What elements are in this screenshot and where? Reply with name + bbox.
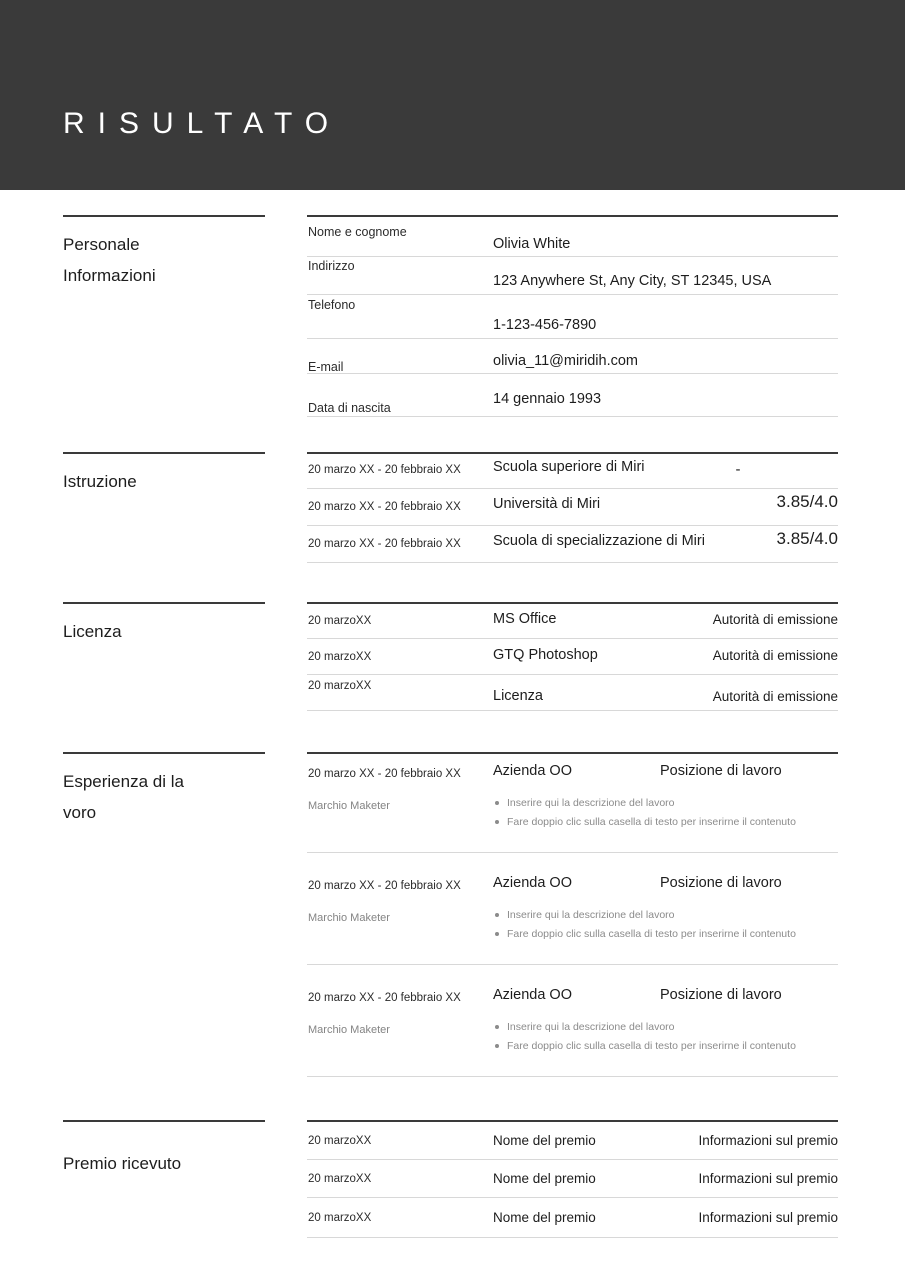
section-work-experience — [0, 752, 905, 1100]
experience-bullet — [493, 1037, 838, 1056]
row-divider — [307, 373, 838, 374]
education-school: Scuola di specializzazione di Miri — [493, 533, 705, 549]
row-divider — [307, 1076, 838, 1077]
education-school: Scuola superiore di Miri — [493, 459, 645, 475]
license-date: 20 marzoXX — [308, 651, 372, 663]
experience-brand: Marchio Maketer — [308, 912, 390, 924]
row-divider — [307, 1197, 838, 1198]
bullet-dot-icon — [495, 820, 499, 824]
award-name: Nome del premio — [493, 1133, 596, 1148]
bullet-dot-icon — [495, 913, 499, 917]
row-divider — [307, 294, 838, 295]
experience-position: Posizione di lavoro — [660, 875, 782, 891]
experience-bullet — [493, 906, 838, 925]
experience-company: Azienda OO — [493, 875, 572, 891]
experience-bullet — [493, 813, 838, 832]
license-date: 20 marzoXX — [308, 615, 372, 627]
experience-date: 20 marzo XX - 20 febbraio XX — [308, 768, 461, 780]
personal-field-value: olivia_11@miridih.com — [493, 353, 638, 369]
row-divider — [307, 416, 838, 417]
section-rule-license — [63, 602, 265, 604]
experience-date: 20 marzo XX - 20 febbraio XX — [308, 992, 461, 1004]
table-top-rule — [307, 752, 838, 754]
row-divider — [307, 710, 838, 711]
experience-bullet-text: Inserire qui la descrizione del lavoro — [507, 797, 675, 809]
experience-bullet — [493, 1018, 838, 1037]
row-divider — [307, 638, 838, 639]
education-date: 20 marzo XX - 20 febbraio XX — [308, 464, 461, 476]
award-name: Nome del premio — [493, 1171, 596, 1186]
section-title-personal-line2: Informazioni — [63, 266, 156, 285]
section-title-license: Licenza — [63, 622, 122, 641]
table-top-rule — [307, 1120, 838, 1122]
license-name: MS Office — [493, 611, 557, 627]
row-divider — [307, 1237, 838, 1238]
experience-position: Posizione di lavoro — [660, 987, 782, 1003]
experience-date: 20 marzo XX - 20 febbraio XX — [308, 880, 461, 892]
education-date: 20 marzo XX - 20 febbraio XX — [308, 501, 461, 513]
section-rule-education — [63, 452, 265, 454]
experience-brand: Marchio Maketer — [308, 1024, 390, 1036]
education-grade: 3.85/4.0 — [776, 529, 838, 548]
experience-company: Azienda OO — [493, 763, 572, 779]
bullet-dot-icon — [495, 1044, 499, 1048]
personal-field-label: Nome e cognome — [308, 225, 407, 239]
section-education — [0, 452, 905, 602]
personal-field-value: Olivia White — [493, 236, 571, 252]
personal-field-value: 123 Anywhere St, Any City, ST 12345, USA — [493, 273, 772, 289]
section-title-education: Istruzione — [63, 472, 137, 491]
bullet-dot-icon — [495, 932, 499, 936]
award-date: 20 marzoXX — [308, 1135, 372, 1147]
section-title-personal — [63, 229, 278, 291]
personal-field-value: 1-123-456-7890 — [493, 317, 597, 333]
section-rule-award — [63, 1120, 265, 1122]
experience-company: Azienda OO — [493, 987, 572, 1003]
license-name: GTQ Photoshop — [493, 647, 598, 663]
personal-field-label: Indirizzo — [308, 259, 355, 273]
award-info: Informazioni sul premio — [698, 1210, 838, 1225]
personal-field-value: 14 gennaio 1993 — [493, 391, 602, 407]
education-school: Università di Miri — [493, 496, 601, 512]
row-divider — [307, 852, 838, 853]
row-divider — [307, 674, 838, 675]
section-title-award: Premio ricevuto — [63, 1154, 182, 1173]
section-rule-experience — [63, 752, 265, 754]
education-grade: - — [735, 461, 741, 478]
license-issuer: Autorità di emissione — [712, 689, 838, 704]
award-name: Nome del premio — [493, 1210, 596, 1225]
row-divider — [307, 1159, 838, 1160]
award-info: Informazioni sul premio — [698, 1133, 838, 1148]
experience-bullet — [493, 794, 838, 813]
experience-brand: Marchio Maketer — [308, 800, 390, 812]
experience-bullet-list — [493, 794, 838, 832]
experience-bullet-list — [493, 1018, 838, 1056]
experience-bullet-text: Inserire qui la descrizione del lavoro — [507, 1021, 675, 1033]
experience-bullet-text: Fare doppio clic sulla casella di testo per inserirne il contenuto — [507, 928, 796, 940]
section-title-experience-line1: Esperienza di la — [63, 772, 184, 791]
section-personal-information — [0, 215, 905, 420]
license-date: 20 marzoXX — [308, 680, 372, 692]
personal-field-label: E-mail — [308, 360, 344, 374]
row-divider — [307, 964, 838, 965]
row-divider — [307, 562, 838, 563]
personal-field-label: Telefono — [308, 298, 356, 312]
section-rule-personal — [63, 215, 265, 217]
row-divider — [307, 256, 838, 257]
license-issuer: Autorità di emissione — [712, 612, 838, 627]
section-title-personal-line1: Personale — [63, 235, 140, 254]
experience-bullet-text: Inserire qui la descrizione del lavoro — [507, 909, 675, 921]
experience-bullet-text: Fare doppio clic sulla casella di testo per inserirne il contenuto — [507, 1040, 796, 1052]
license-name: Licenza — [493, 688, 543, 704]
section-title-experience — [63, 766, 278, 828]
experience-position: Posizione di lavoro — [660, 763, 782, 779]
row-divider — [307, 525, 838, 526]
experience-bullet-text: Fare doppio clic sulla casella di testo per inserirne il contenuto — [507, 816, 796, 828]
education-date: 20 marzo XX - 20 febbraio XX — [308, 538, 461, 550]
award-info: Informazioni sul premio — [698, 1171, 838, 1186]
table-top-rule — [307, 215, 838, 217]
experience-bullet-list — [493, 906, 838, 944]
row-divider — [307, 338, 838, 339]
section-license — [0, 602, 905, 752]
page-title: RISULTATO — [63, 107, 342, 140]
row-divider — [307, 488, 838, 489]
personal-field-label: Data di nascita — [308, 401, 391, 415]
table-top-rule — [307, 452, 838, 454]
section-title-experience-line2: voro — [63, 803, 97, 822]
license-issuer: Autorità di emissione — [712, 648, 838, 663]
section-award — [0, 1120, 905, 1260]
header-bar — [0, 0, 905, 190]
bullet-dot-icon — [495, 1025, 499, 1029]
table-top-rule — [307, 602, 838, 604]
education-grade: 3.85/4.0 — [776, 492, 838, 511]
award-date: 20 marzoXX — [308, 1173, 372, 1185]
bullet-dot-icon — [495, 801, 499, 805]
award-date: 20 marzoXX — [308, 1212, 372, 1224]
experience-bullet — [493, 925, 838, 944]
resume-sheet — [0, 190, 905, 1280]
